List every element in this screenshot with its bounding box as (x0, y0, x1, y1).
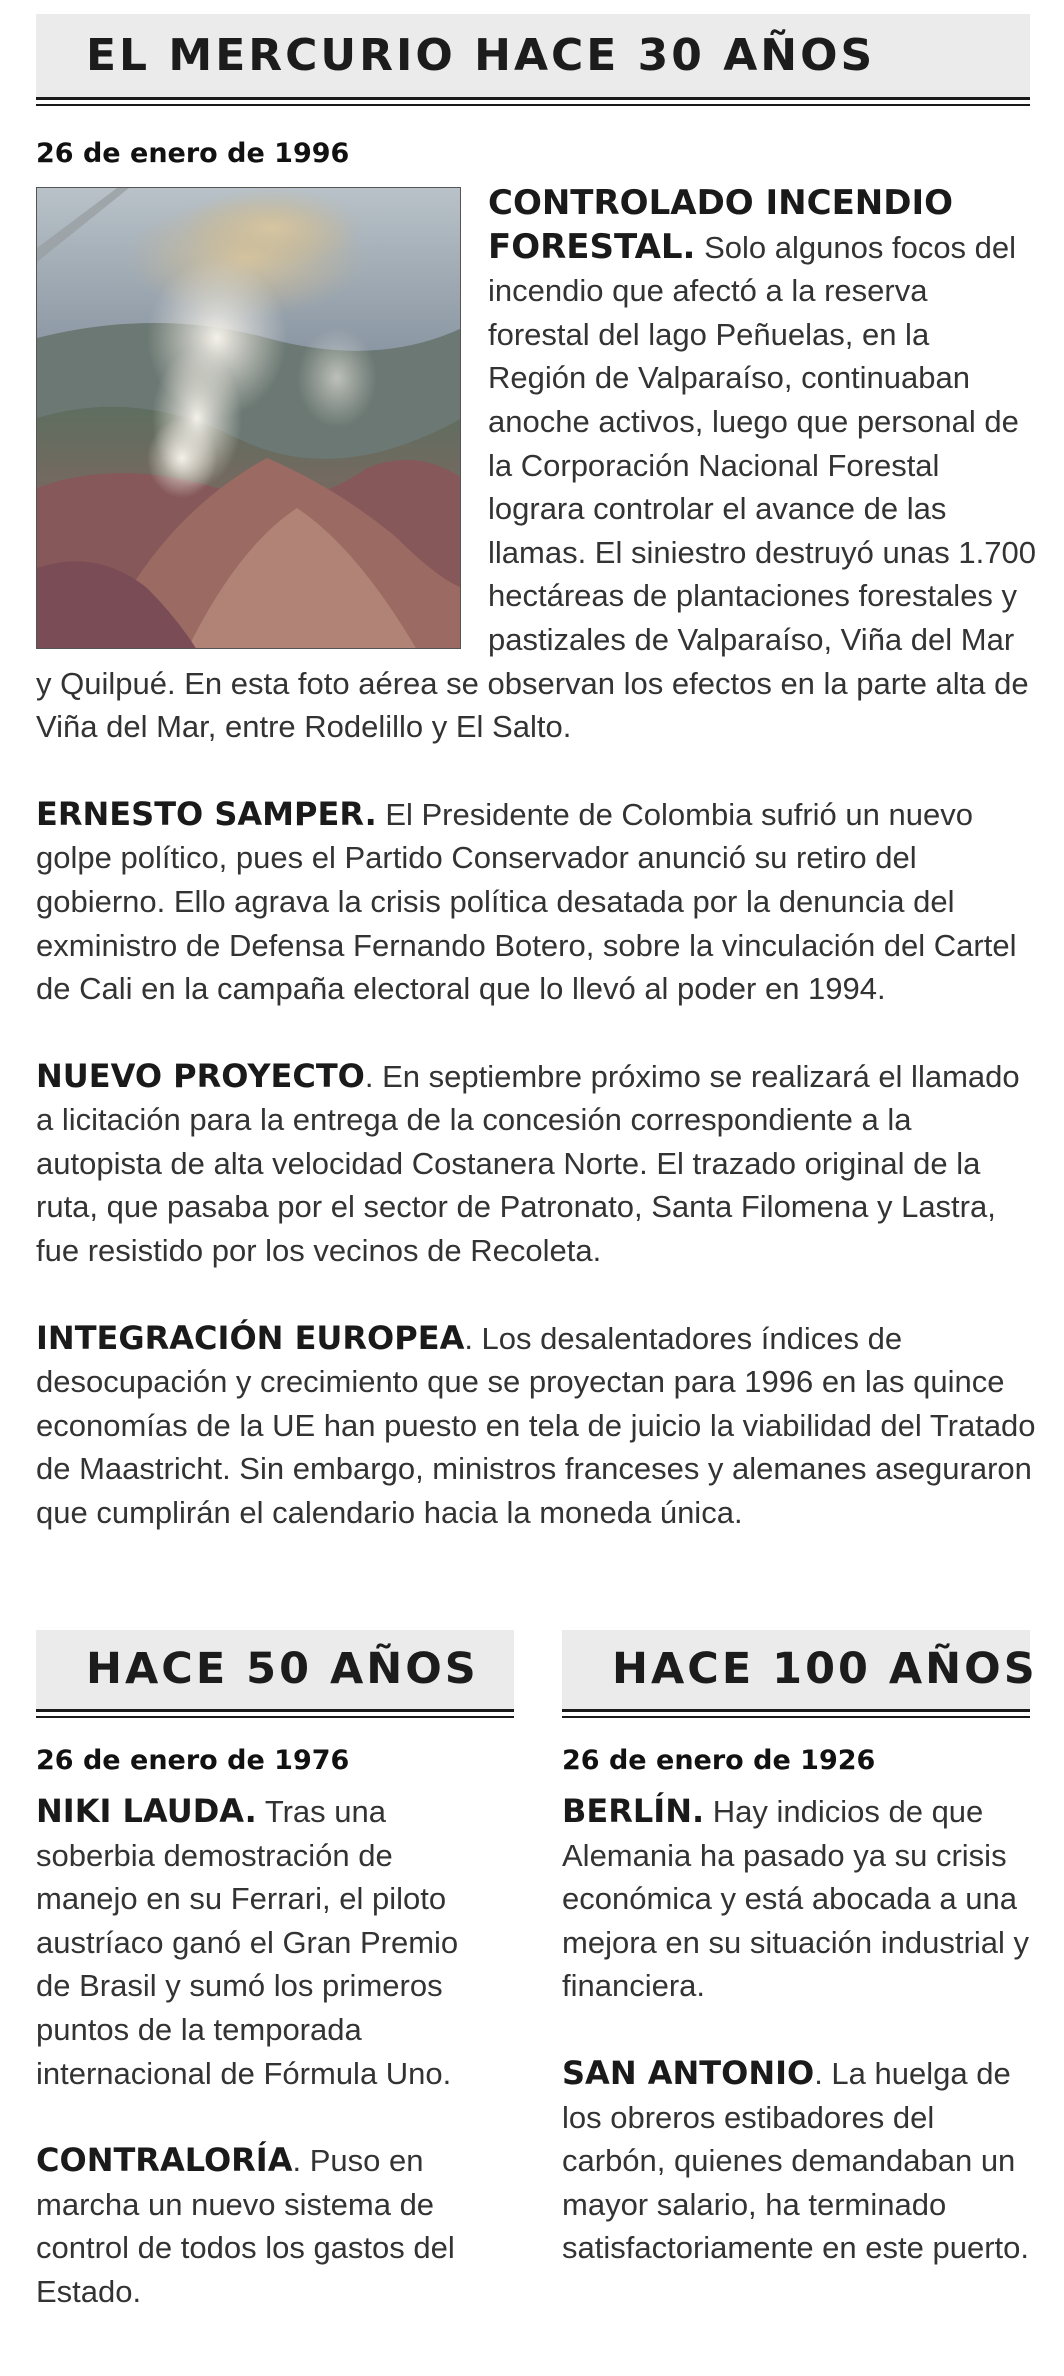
photo-spacer (36, 182, 488, 636)
main-header-title: EL MERCURIO HACE 30 AÑOS (86, 30, 876, 81)
article-3-lead: NUEVO PROYECTO (36, 1056, 365, 1095)
article-50-2 (36, 2139, 496, 2313)
article-50-1-text: Tras una soberbia demostración de manejo en su Ferrari, el piloto austríaco ganó el Gran Premio de Brasil y sumó los primeros puntos de la temporada internacional de Fórmula Uno. (36, 1794, 459, 2091)
article-4-lead: INTEGRACIÓN EUROPEA (36, 1318, 465, 1357)
article-2 (36, 793, 1036, 1011)
main-header-bar (36, 14, 1030, 100)
article-100-1 (562, 1790, 1032, 2008)
article-1-lead: CONTROLADO INCENDIO FORESTAL. (488, 183, 954, 267)
article-50-1 (36, 1790, 496, 2095)
section-50-articles (36, 1790, 496, 2314)
article-100-2-lead: SAN ANTONIO (562, 2053, 815, 2092)
section-100-header-bar (562, 1630, 1038, 1712)
article-3 (36, 1055, 1036, 1273)
article-100-1-text: Hay indicios de que Alemania ha pasado ya su crisis económica y está abocada a una mejora en su situación industrial y financiera. (562, 1794, 1029, 2004)
article-100-1-lead: BERLÍN. (562, 1792, 705, 1830)
article-4-text: . Los desalentadores índices de desocupación y crecimiento que se proyectan para 1996 en las quince economías de la UE han puesto en tela de juicio la viabilidad del Tratado de Maastricht. Sin embargo, ministros franceses y alemanes aseguraron que cumplirán el calendario hacia la moneda única. (36, 1320, 1036, 1531)
article-1-text: Solo algunos focos del incendio que afectó a la reserva forestal del lago Peñuelas, en la Región de Valparaíso, continuaban anoche activos, luego que personal de la Corporación Nacional Forestal lograra controlar el avance de las llamas. El siniestro destruyó unas 1.700 hectáreas de plantaciones forestales y pastizales de Valparaíso, Viña del Mar y Quilpué. En esta foto aérea se observan los efectos en la parte alta de Viña del Mar, entre Rodelillo y El Salto. (36, 229, 1036, 745)
article-4 (36, 1317, 1036, 1535)
article-50-1-lead: NIKI LAUDA. (36, 1792, 257, 1830)
section-50-title: HACE 50 AÑOS (86, 1644, 479, 1694)
section-50-date: 26 de enero de 1976 (36, 1745, 350, 1776)
section-50-header-bar (36, 1630, 514, 1712)
section-100-date: 26 de enero de 1926 (562, 1745, 876, 1776)
article-2-lead: ERNESTO SAMPER. (36, 794, 377, 833)
article-100-2 (562, 2052, 1032, 2270)
section-100-title: HACE 100 AÑOS (612, 1644, 1038, 1694)
article-50-2-lead: CONTRALORÍA (36, 2141, 293, 2180)
article-100-2-text: . La huelga de los obreros estibadores del carbón, quienes demandaban un mayor salario, ha terminado satisfactoriamente en este puerto. (562, 2055, 1029, 2266)
section-30-date: 26 de enero de 1996 (36, 138, 350, 169)
article-50-2-text: . Puso en marcha un nuevo sistema de control de todos los gastos del Estado. (36, 2143, 455, 2309)
section-100-articles (562, 1790, 1032, 2270)
section-30-articles (36, 182, 1036, 1535)
article-3-text: . En septiembre próximo se realizará el llamado a licitación para la entrega de la concesión correspondiente a la autopista de alta velocidad Costanera Norte. El trazado original de la ruta, que pasaba por el sector de Patronato, Santa Filomena y Lastra, fue resistido por los vecinos de Recoleta. (36, 1058, 1020, 1269)
article-2-text: El Presidente de Colombia sufrió un nuevo golpe político, pues el Partido Conservador anunció su retiro del gobierno. Ello agrava la crisis política desatada por la denuncia del exministro de Defensa Fernando Botero, sobre la vinculación del Cartel de Cali en la campaña electoral que lo llevó al poder en 1994. (36, 796, 1017, 1007)
